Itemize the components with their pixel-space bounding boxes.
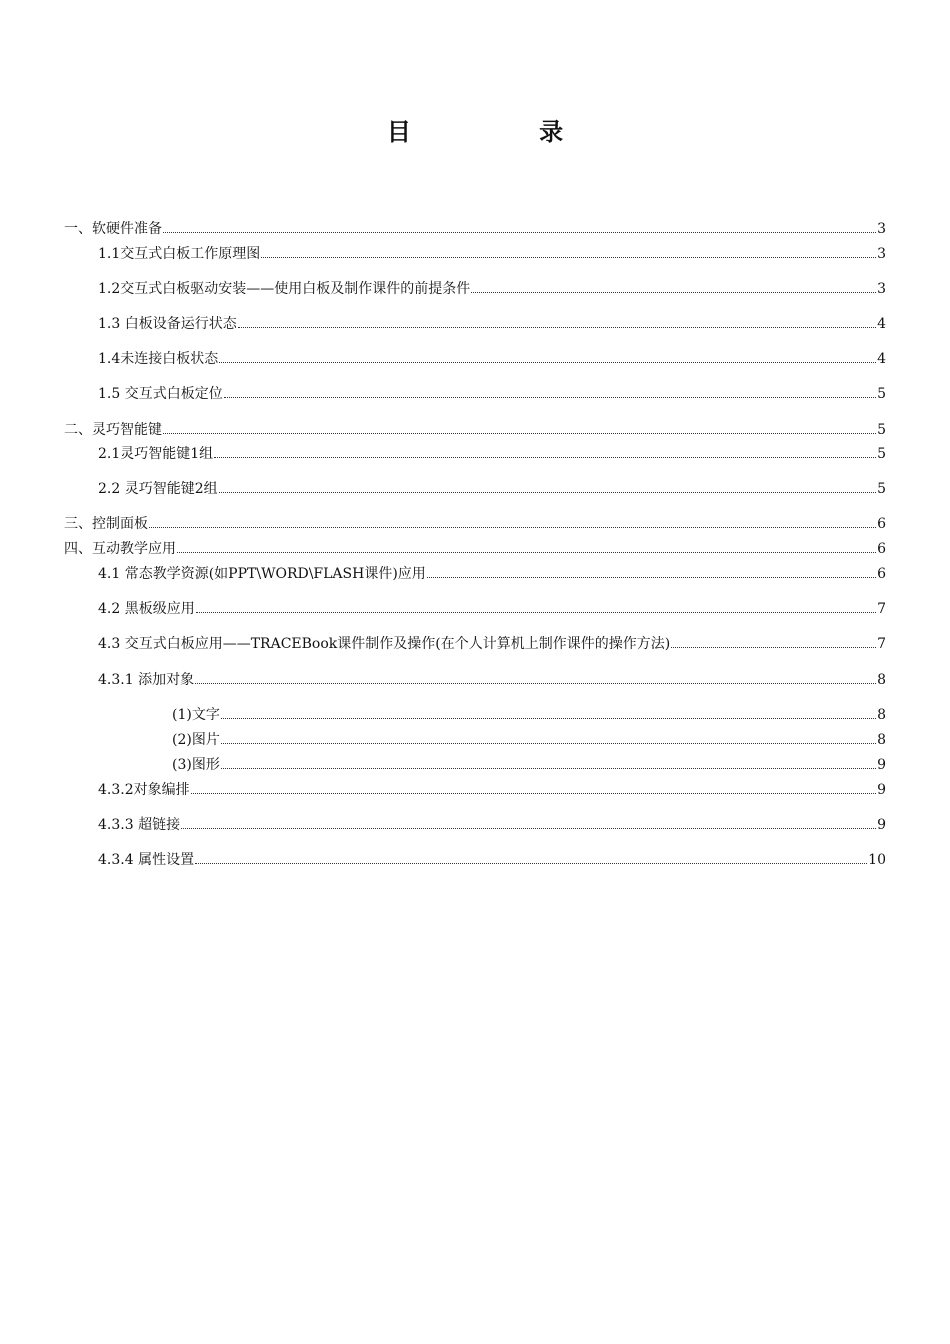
toc-entry[interactable]	[64, 421, 886, 439]
toc-entry-page: 3	[877, 281, 886, 297]
toc-entry[interactable]	[64, 540, 886, 558]
toc-leader	[195, 683, 876, 684]
toc-entry-page: 5	[877, 446, 886, 462]
toc-entry-page: 6	[877, 516, 886, 532]
toc-entry[interactable]	[172, 756, 886, 774]
toc-leader	[177, 552, 876, 553]
toc-entry-label: 1.5 交互式白板定位	[98, 386, 223, 402]
toc-entry-label: 4.3.2对象编排	[98, 782, 190, 798]
toc-leader	[149, 527, 876, 528]
toc-entry-page: 6	[877, 541, 886, 557]
toc-entry-label: (3)图形	[172, 757, 220, 773]
toc-leader	[163, 232, 876, 233]
toc-leader	[196, 612, 876, 613]
toc-entry[interactable]	[98, 315, 886, 333]
toc-entry[interactable]	[98, 480, 886, 498]
toc-entry-label: (1)文字	[172, 707, 220, 723]
toc-entry[interactable]	[98, 671, 886, 689]
toc-entry[interactable]	[98, 816, 886, 834]
toc-entry[interactable]	[98, 565, 886, 583]
toc-entry-page: 4	[877, 316, 886, 332]
toc-entry-label: 1.3 白板设备运行状态	[98, 316, 237, 332]
toc-entry-label: 1.1交互式白板工作原理图	[98, 246, 261, 262]
toc-entry-label: (2)图片	[172, 732, 220, 748]
toc-entry-label: 四、互动教学应用	[64, 541, 176, 557]
toc-leader	[195, 863, 867, 864]
toc-entry[interactable]	[98, 385, 886, 403]
toc-entry-page: 5	[877, 386, 886, 402]
toc-entry-page: 5	[877, 481, 886, 497]
toc-entry[interactable]	[64, 515, 886, 533]
toc-entry[interactable]	[98, 280, 886, 298]
toc-leader	[261, 257, 876, 258]
toc-entry-label: 1.2交互式白板驱动安装——使用白板及制作课件的前提条件	[98, 281, 471, 297]
toc-entry-label: 2.1灵巧智能键1组	[98, 446, 214, 462]
toc-entry-page: 5	[877, 422, 886, 438]
toc-entry[interactable]	[172, 706, 886, 724]
toc-entry-page: 3	[877, 221, 886, 237]
toc-entry[interactable]	[98, 851, 886, 869]
toc-entry[interactable]	[98, 445, 886, 463]
toc-leader	[219, 492, 876, 493]
toc-entry-label: 4.2 黑板级应用	[98, 601, 195, 617]
toc-leader	[221, 768, 876, 769]
toc-entry-label: 一、软硬件准备	[64, 221, 162, 237]
page-title: 目 录	[386, 118, 624, 146]
toc-entry-label: 4.3.4 属性设置	[98, 852, 195, 868]
toc-entry-page: 4	[877, 351, 886, 367]
toc-entry[interactable]	[98, 245, 886, 263]
toc-leader	[191, 793, 876, 794]
toc-leader	[214, 457, 876, 458]
toc-leader	[219, 362, 876, 363]
toc-entry-page: 10	[868, 852, 886, 868]
toc-entry[interactable]	[98, 350, 886, 368]
toc-entry[interactable]	[64, 220, 886, 238]
toc-entry-label: 4.3.3 超链接	[98, 817, 181, 833]
toc-leader	[471, 292, 876, 293]
toc-entry-page: 8	[877, 732, 886, 748]
toc-leader	[671, 647, 876, 648]
toc-entry-label: 三、控制面板	[64, 516, 148, 532]
toc-entry[interactable]	[98, 600, 886, 618]
toc-entry-label: 4.1 常态教学资源(如PPT\WORD\FLASH课件)应用	[98, 566, 426, 582]
toc-entry-page: 8	[877, 672, 886, 688]
toc-leader	[238, 327, 876, 328]
toc-entry-page: 8	[877, 707, 886, 723]
toc-entry[interactable]	[98, 781, 886, 799]
toc-entry-page: 6	[877, 566, 886, 582]
toc-leader	[427, 577, 876, 578]
toc-entry-label: 2.2 灵巧智能键2组	[98, 481, 218, 497]
toc-entry-page: 3	[877, 246, 886, 262]
toc-entry-label: 4.3 交互式白板应用——TRACEBook课件制作及操作(在个人计算机上制作课件的操作方法)	[98, 636, 671, 652]
toc-entry-label: 1.4未连接白板状态	[98, 351, 219, 367]
toc-leader	[221, 743, 876, 744]
toc-entry-page: 9	[877, 782, 886, 798]
toc-entry-page: 7	[877, 601, 886, 617]
toc-leader	[163, 433, 876, 434]
toc-entry-page: 9	[877, 757, 886, 773]
toc-entry[interactable]	[98, 635, 886, 653]
toc-entry[interactable]	[172, 731, 886, 749]
toc-leader	[221, 718, 876, 719]
toc-entry-label: 4.3.1 添加对象	[98, 672, 195, 688]
toc-leader	[181, 828, 876, 829]
toc-leader	[224, 397, 876, 398]
toc-entry-page: 7	[877, 636, 886, 652]
toc-entry-label: 二、灵巧智能键	[64, 422, 162, 438]
toc-entry-page: 9	[877, 817, 886, 833]
